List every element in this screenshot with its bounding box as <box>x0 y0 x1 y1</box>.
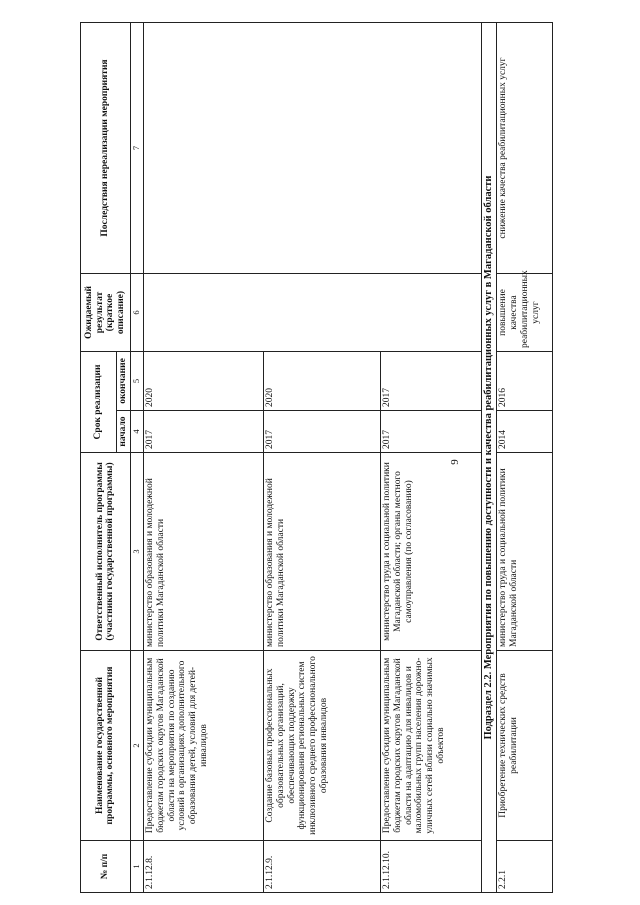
header-consequences: Последствия нереализации мероприятия <box>81 23 131 274</box>
row-num: 2.1.12.8. <box>143 841 263 893</box>
row-end: 2017 <box>380 352 481 411</box>
header-executor: Ответственный исполнитель программы (участники государственной программы) <box>81 453 131 651</box>
header-result: Ожидаемый результат (краткое описание) <box>81 274 131 352</box>
row-num: 2.1.12.10. <box>380 841 481 893</box>
header-start: начало <box>117 411 131 453</box>
column-number: 7 <box>130 23 143 274</box>
column-number: 3 <box>130 453 143 651</box>
row-name: Приобретение технических средств реабилитации <box>496 651 552 841</box>
rotated-page-content <box>80 23 600 893</box>
row-name: Предоставление субсидии муниципальным бюджетам городских округов Магаданской области на мероприятия по созданию условий в организациях дополнительного образования детей, условий для детей-инвалидов <box>143 651 263 841</box>
row-end: 2020 <box>263 352 380 411</box>
row-consequences <box>143 23 481 274</box>
section-title: Подраздел 2.2. Мероприятия по повышению доступности и качества реабилитационных услуг в Магаданской области <box>481 23 496 893</box>
row-name: Предоставление субсидии муниципальным бюджетам городских округов Магаданской области на адаптацию для инвалидов и маломобильных групп населения дорожно-уличных сетей вблизи социально значимых объектов <box>380 651 481 841</box>
header-num: № п/п <box>81 841 131 893</box>
column-number: 1 <box>130 841 143 893</box>
row-start: 2017 <box>380 411 481 453</box>
header-period: Срок реализации <box>81 352 117 453</box>
row-result <box>143 274 481 352</box>
row-executor: министерство труда и социальной политики Магаданской области; органы местного самоуправления (по согласованию) <box>380 453 481 651</box>
column-numbers-row <box>130 23 143 893</box>
header-end: окончание <box>117 352 131 411</box>
page-number: 9 <box>448 459 461 465</box>
table-row <box>496 23 552 893</box>
section-row <box>481 23 496 893</box>
header-row-1 <box>81 23 117 893</box>
row-end: 2016 <box>496 352 552 411</box>
row-executor: министерство образования и молодежной политики Магаданской области <box>143 453 263 651</box>
row-result: повышение качества реабилитационных услуг <box>496 274 552 352</box>
column-number: 4 <box>130 411 143 453</box>
row-num: 2.2.1 <box>496 841 552 893</box>
column-number: 6 <box>130 274 143 352</box>
row-start: 2017 <box>263 411 380 453</box>
row-start: 2014 <box>496 411 552 453</box>
row-executor: министерство труда и социальной политики Магаданской области <box>496 453 552 651</box>
column-number: 2 <box>130 651 143 841</box>
row-consequences: снижение качества реабилитационных услуг <box>496 23 552 274</box>
row-executor: министерство образования и молодежной политики Магаданской области <box>263 453 380 651</box>
table-row <box>143 23 263 893</box>
row-num: 2.1.12.9. <box>263 841 380 893</box>
header-name: Наименование государственной программы, основного мероприятия <box>81 651 131 841</box>
row-end: 2020 <box>143 352 263 411</box>
row-start: 2017 <box>143 411 263 453</box>
row-name: Создание базовых профессиональных образовательных организаций, обеспечивающих поддержку функционирования региональных систем инклюзивного среднего профессионального образования инвалидов <box>263 651 380 841</box>
column-number: 5 <box>130 352 143 411</box>
program-activities-table <box>80 22 553 893</box>
